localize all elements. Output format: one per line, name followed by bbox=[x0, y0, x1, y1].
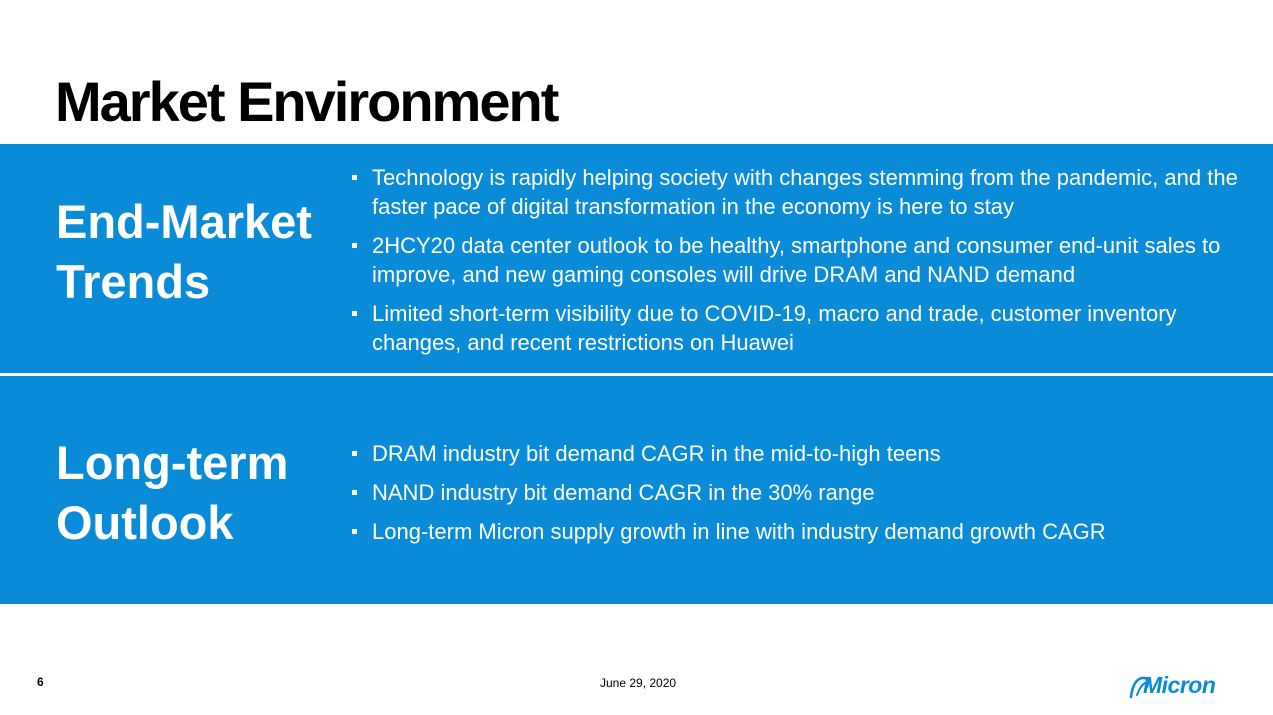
bullet-text: Long-term Micron supply growth in line with industry demand growth CAGR bbox=[372, 519, 1106, 544]
bullet-item bbox=[352, 163, 1252, 221]
bullet-list bbox=[352, 163, 1252, 367]
bullet-text: Limited short-term visibility due to COVID-19, macro and trade, customer inventory changes, and recent restrictions on Huawei bbox=[372, 301, 1177, 355]
bullet-list bbox=[352, 439, 1252, 556]
bullet-text: DRAM industry bit demand CAGR in the mid-to-high teens bbox=[372, 441, 941, 466]
section-heading-line: End-Market bbox=[56, 195, 312, 248]
micron-logo-icon bbox=[1128, 670, 1238, 700]
bullet-text: Technology is rapidly helping society with changes stemming from the pandemic, and the faster pace of digital transformation in the economy is here to stay bbox=[372, 165, 1238, 219]
bullet-text: NAND industry bit demand CAGR in the 30% range bbox=[372, 480, 875, 505]
page-number: 6 bbox=[37, 675, 44, 689]
square-bullet-icon bbox=[352, 490, 357, 495]
square-bullet-icon bbox=[352, 529, 357, 534]
square-bullet-icon bbox=[352, 175, 357, 180]
section-heading bbox=[56, 433, 288, 553]
bullet-item bbox=[352, 439, 1252, 468]
slide-title: Market Environment bbox=[55, 70, 558, 133]
section-heading-line: Outlook bbox=[56, 496, 234, 549]
slide-date: June 29, 2020 bbox=[600, 676, 677, 690]
bullet-item bbox=[352, 478, 1252, 507]
square-bullet-icon bbox=[352, 243, 357, 248]
bullet-item bbox=[352, 231, 1252, 289]
section-end-market-trends bbox=[0, 144, 1273, 373]
logo-wordmark: Micron bbox=[1143, 672, 1216, 698]
section-heading bbox=[56, 192, 312, 312]
bullet-text: 2HCY20 data center outlook to be healthy, smartphone and consumer end-unit sales to improve, and new gaming consoles will drive DRAM and NAND demand bbox=[372, 233, 1221, 287]
section-heading-line: Trends bbox=[56, 255, 211, 308]
bullet-item bbox=[352, 299, 1252, 357]
section-long-term-outlook bbox=[0, 376, 1273, 604]
square-bullet-icon bbox=[352, 451, 357, 456]
square-bullet-icon bbox=[352, 311, 357, 316]
bullet-item bbox=[352, 517, 1252, 546]
section-heading-line: Long-term bbox=[56, 436, 289, 489]
